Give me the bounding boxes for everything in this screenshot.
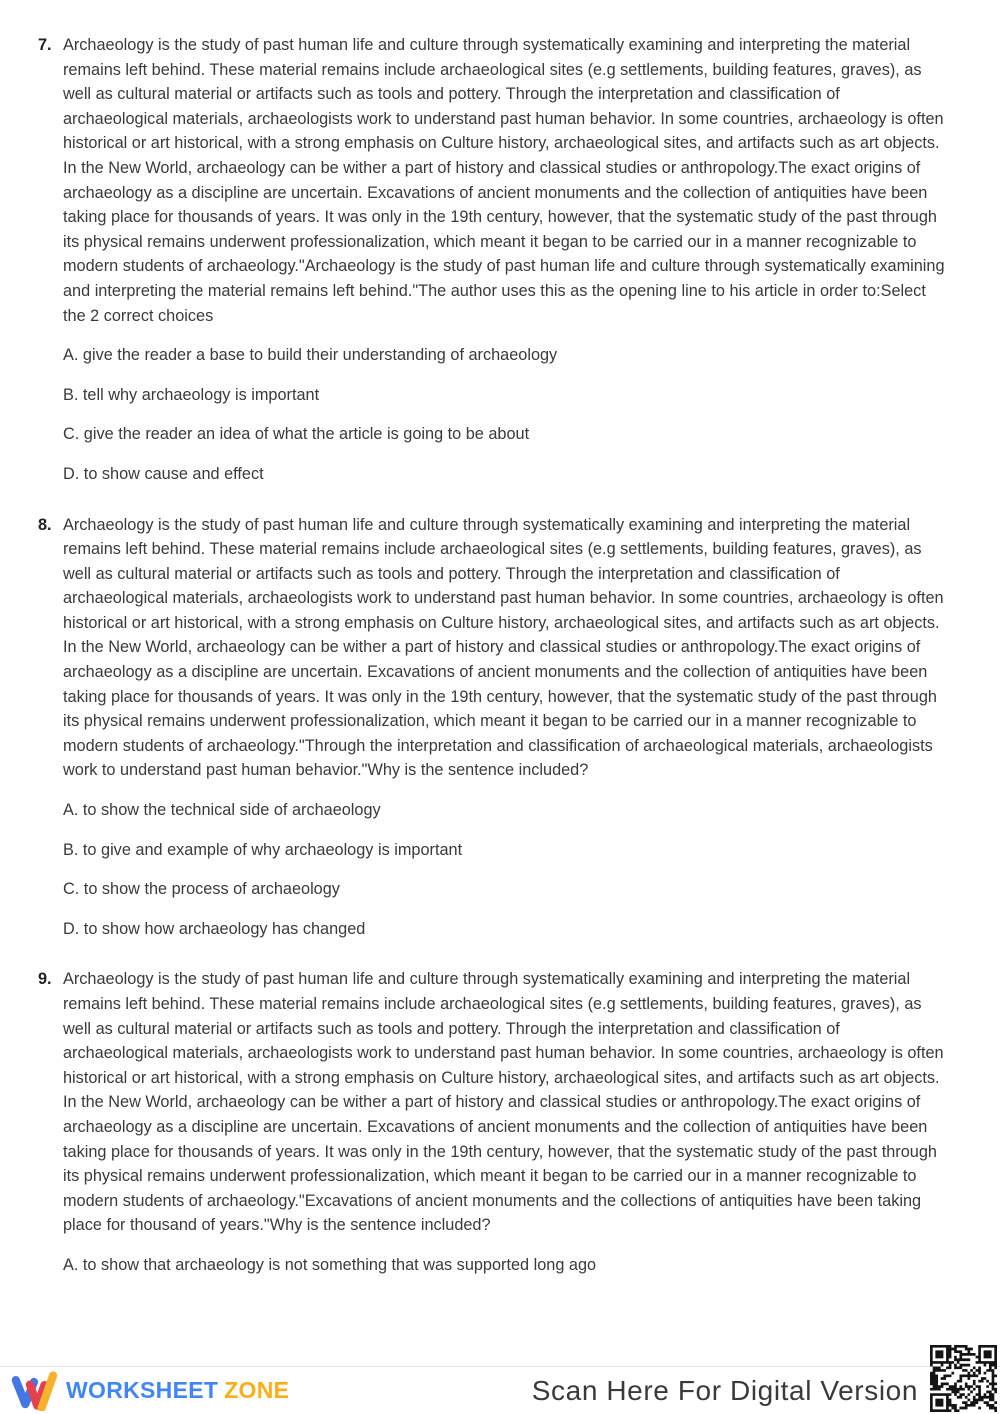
answer-option-b: B. to give and example of why archaeology is important bbox=[63, 840, 463, 859]
question-7 bbox=[38, 33, 945, 487]
answer-option-b: B. tell why archaeology is important bbox=[63, 385, 320, 404]
qr-code bbox=[930, 1345, 997, 1412]
worksheetzone-logo-icon bbox=[10, 1371, 58, 1411]
brand-worksheet: WORKSHEET bbox=[66, 1377, 219, 1403]
question-8 bbox=[38, 513, 945, 942]
answer-option-d: D. to show cause and effect bbox=[63, 464, 264, 483]
question-body bbox=[63, 33, 945, 487]
answer-option-c: C. to show the process of archaeology bbox=[63, 880, 340, 899]
brand-zone: ZONE bbox=[224, 1377, 290, 1403]
question-text: Archaeology is the study of past human life and culture through systematically examining and interpreting the material remains left behind. These material remains include archaeological sites (e.g settlements, building features, graves), as well as cultural material or artifacts such as tools and pottery. Through the interpretation and classification of archaeological materials, archaeologists work to understand past human behavior. In some countries, archaeology is often historical or art historical, with a strong emphasis on Culture history, archaeological sites, and artifacts such as art objects. In the New World, archaeology can be wither a part of history and classical studies or anthropology.The exact origins of archaeology as a discipline are uncertain. Excavations of ancient monuments and the collection of antiquities have been taking place for thousands of years. It was only in the 19th century, however, that the systematic study of the past through its physical remains underwent professionalization, which meant it began to be carried our in a manner recognizable to modern students of archaeology."Through the interpretation and classification of archaeological materials, archaeologists work to understand past human behavior."Why is the sentence included? bbox=[63, 515, 944, 780]
page-footer bbox=[0, 1366, 1000, 1414]
answer-option-a: A. to show that archaeology is not something that was supported long ago bbox=[63, 1255, 597, 1274]
answer-option-a: A. give the reader a base to build their understanding of archaeology bbox=[63, 346, 558, 365]
question-text: Archaeology is the study of past human life and culture through systematically examining and interpreting the material remains left behind. These material remains include archaeological sites (e.g settlements, building features, graves), as well as cultural material or artifacts such as tools and pottery. Through the interpretation and classification of archaeological materials, archaeologists work to understand past human behavior. In some countries, archaeology is often historical or art historical, with a strong emphasis on Culture history, archaeological sites, and artifacts such as art objects. In the New World, archaeology can be wither a part of history and classical studies or anthropology.The exact origins of archaeology as a discipline are uncertain. Excavations of ancient monuments and the collection of antiquities have been taking place for thousands of years. It was only in the 19th century, however, that the systematic study of the past through its physical remains underwent professionalization, which meant it began to be carried our in a manner recognizable to modern students of archaeology."Archaeology is the study of past human life and culture through systematically examining and interpreting the material remains left behind."The author uses this as the opening line to his article in order to:Select the 2 correct choices bbox=[63, 36, 945, 325]
answer-option-d: D. to show how archaeology has changed bbox=[63, 919, 366, 938]
question-number: 9. bbox=[38, 970, 52, 989]
worksheetzone-logo bbox=[0, 1371, 289, 1411]
scan-here-label: Scan Here For Digital Version bbox=[531, 1375, 918, 1406]
answer-option-c: C. give the reader an idea of what the article is going to be about bbox=[63, 425, 530, 444]
question-body bbox=[63, 513, 945, 942]
question-text: Archaeology is the study of past human life and culture through systematically examining and interpreting the material remains left behind. These material remains include archaeological sites (e.g settlements, building features, graves), as well as cultural material or artifacts such as tools and pottery. Through the interpretation and classification of archaeological materials, archaeologists work to understand past human behavior. In some countries, archaeology is often historical or art historical, with a strong emphasis on Culture history, archaeological sites, and artifacts such as art objects. In the New World, archaeology can be wither a part of history and classical studies or anthropology.The exact origins of archaeology as a discipline are uncertain. Excavations of ancient monuments and the collection of antiquities have been taking place for thousands of years. It was only in the 19th century, however, that the systematic study of the past through its physical remains underwent professionalization, which meant it began to be carried our in a manner recognizable to modern students of archaeology."Excavations of ancient monuments and the collections of antiquities have been taking place for thousand of years."Why is the sentence included? bbox=[63, 970, 944, 1235]
question-number: 8. bbox=[38, 515, 52, 534]
question-body bbox=[63, 967, 945, 1277]
question-9 bbox=[38, 967, 945, 1277]
answer-option-a: A. to show the technical side of archaeology bbox=[63, 801, 381, 820]
brand-text bbox=[66, 1377, 289, 1404]
question-number: 7. bbox=[38, 36, 52, 54]
